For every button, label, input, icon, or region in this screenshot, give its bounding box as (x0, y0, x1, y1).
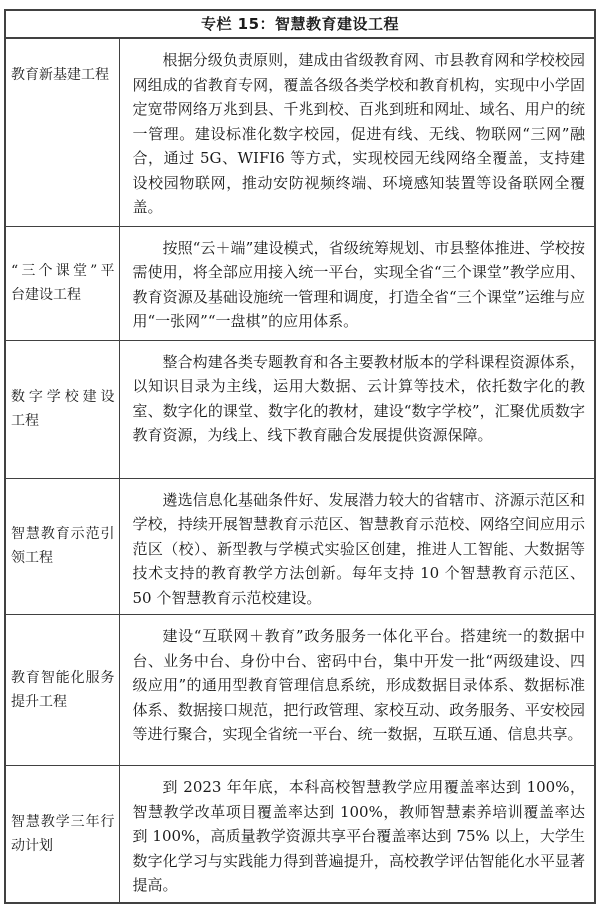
row-label-line: 工程 (11, 413, 39, 429)
row-label-cell (5, 478, 119, 615)
row-label (11, 522, 115, 570)
table-row (5, 226, 595, 340)
row-label-cell (5, 615, 119, 766)
row-label-cell (5, 340, 119, 478)
row-label-line: 智慧教学三年行 (11, 813, 115, 830)
row-content: 遴选信息化基础条件好、发展潜力较大的省辖市、济源示范区和学校，持续开展智慧教育示范区、智慧教育示范校、网络空间应用示范区（校）、新型教与学模式实验区创建，推进人工智能、大数据等技术支持的教育教学方法创新。每年支持 10 个智慧教育示范区、50 个智慧教育示范校建设。 (132, 490, 585, 607)
row-content-cell (119, 615, 595, 766)
table-row (5, 38, 595, 226)
row-label-line: 教育新基建工程 (11, 67, 109, 83)
row-label (11, 385, 115, 433)
row-content-cell (119, 766, 595, 903)
row-label-cell (5, 226, 119, 340)
smart-education-projects-table (4, 9, 596, 904)
row-label-line: 动计划 (11, 837, 53, 854)
row-content-cell (119, 340, 595, 478)
row-label (11, 63, 115, 87)
row-label-line: 数字学校建设 (11, 389, 115, 405)
row-label-line: 提升工程 (11, 694, 67, 710)
row-content: 根据分级负责原则，建成由省级教育网、市县教育网和学校校园网组成的省教育专网，覆盖各级各类学校和教育机构，实现中小学固定宽带网络万兆到县、千兆到校、百兆到班和网址、域名、用户的统一管理。建设标准化数字校园，促进有线、无线、物联网“三网”融合，通过 5G、WIFI6 等方式，实现校园无线网络全覆盖，支持建设校园物联网，推动安防视频终端、环境感知装置等设备联网全覆盖。 (132, 51, 585, 216)
table-title: 专栏 15：智慧教育建设工程 (5, 10, 595, 38)
row-label (11, 666, 115, 714)
row-label-line: 教育智能化服务 (11, 670, 115, 686)
row-label-cell (5, 38, 119, 226)
table-header (5, 10, 595, 38)
row-content: 整合构建各类专题教育和各主要教材版本的学科课程资源体系，以知识目录为主线，运用大数据、云计算等技术，依托数字化的教室、数字化的课堂、数字化的教材，建设“数字学校”，汇聚优质数字教育资源，为线上、线下教育融合发展提供资源保障。 (132, 352, 585, 444)
row-label-line: 领工程 (11, 550, 53, 567)
row-label-line: 智慧教育示范引 (11, 526, 115, 543)
row-label (11, 810, 115, 858)
row-content-cell (119, 478, 595, 615)
row-label-cell (5, 766, 119, 903)
row-content: 到 2023 年年底，本科高校智慧教学应用覆盖率达到 100%，智慧教学改革项目覆盖率达到 100%，教师智慧素养培训覆盖率达到 100%，高质量教学资源共享平台覆盖率达到 75% 以上，大学生数字化学习与实践能力得到普遍提升，高校教学评估智能化水平显著提高。 (132, 778, 585, 894)
row-content: 按照“云＋端”建设模式，省级统筹规划、市县整体推进、学校按需使用，将全部应用接入统一平台，实现全省“三个课堂”教学应用、教育资源及基础设施统一管理和调度，打造全省“三个课堂”运维与应用“一张网”“一盘棋”的应用体系。 (132, 238, 585, 330)
table-row (5, 478, 595, 615)
table-body (5, 38, 595, 903)
row-label (11, 259, 115, 307)
row-label-line: “三个课堂”平 (11, 263, 115, 279)
table-row (5, 340, 595, 478)
row-content-cell (119, 226, 595, 340)
row-content: 建设“互联网＋教育”政务服务一体化平台。搭建统一的数据中台、业务中台、身份中台、密码中台，集中开发一批“两级建设、四级应用”的通用型教育管理信息系统，形成数据目录体系、数据标准体系、数据接口规范，把行政管理、家校互动、政务服务、平安校园等进行聚合，实现全省统一平台、统一数据，互联互通、信息共享。 (132, 627, 585, 743)
row-label-line: 台建设工程 (11, 287, 81, 303)
row-content-cell (119, 38, 595, 226)
table-row (5, 615, 595, 766)
table-row (5, 766, 595, 903)
